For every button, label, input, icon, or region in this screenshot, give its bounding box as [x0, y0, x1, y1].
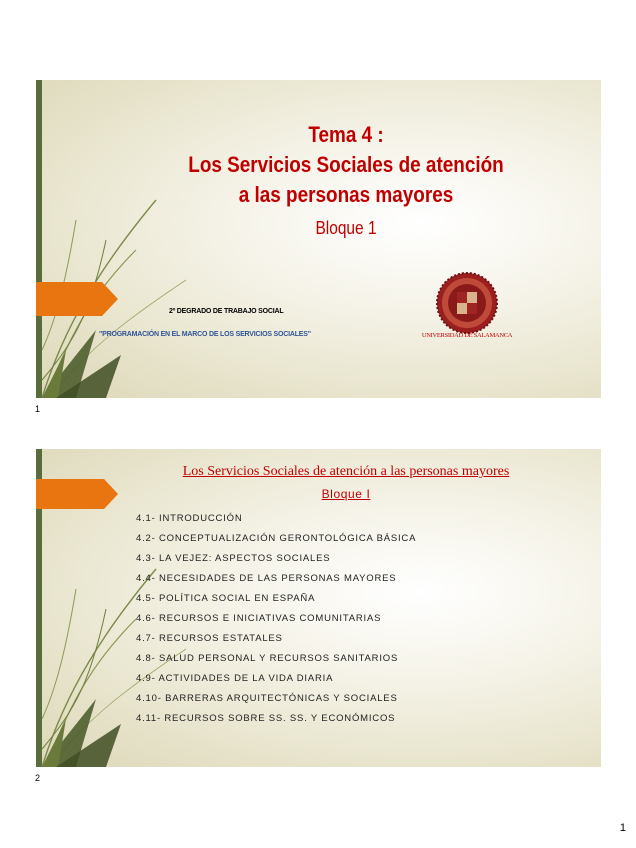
slide-1 [36, 80, 601, 398]
title-line: a las personas mayores [238, 182, 454, 207]
slide-2-block-label: Bloque I [321, 487, 371, 501]
list-item: 4.7- RECURSOS ESTATALES [136, 633, 283, 644]
slide-2-title: Los Servicios Sociales de atención a las personas mayores [182, 464, 510, 479]
list-item: 4.5- POLÍTICA SOCIAL EN ESPAÑA [136, 593, 316, 604]
list-item: 4.8- SALUD PERSONAL Y RECURSOS SANITARIOS [136, 653, 399, 664]
university-seal-icon [430, 272, 504, 334]
list-item: 4.2- CONCEPTUALIZACIÓN GERONTOLÓGICA BÁSICA [136, 533, 417, 544]
slide-number: 2 [35, 773, 41, 783]
title-line: Tema 4 : [308, 122, 384, 147]
program-label: "PROGRAMACIÓN EN EL MARCO DE LOS SERVICIOS SOCIALES" [99, 331, 311, 338]
orange-tab-shape [36, 282, 118, 316]
list-item: 4.10- BARRERAS ARQUITECTÓNICAS Y SOCIALES [136, 693, 398, 704]
list-item: 4.9- ACTIVIDADES DE LA VIDA DIARIA [136, 673, 334, 684]
slide-1-subtitle: Bloque 1 [315, 218, 377, 238]
slide-1-title [140, 120, 553, 210]
orange-tab-shape [36, 479, 118, 509]
list-item: 4.6- RECURSOS E INICIATIVAS COMUNITARIAS [136, 613, 382, 624]
table-of-contents [136, 509, 416, 729]
list-item: 4.3- LA VEJEZ: ASPECTOS SOCIALES [136, 553, 331, 564]
page-number: 1 [619, 822, 626, 834]
university-caption: UNIVERSIDAD DE SALAMANCA [421, 332, 513, 339]
list-item: 4.1- INTRODUCCIÓN [136, 513, 243, 524]
list-item: 4.11- RECURSOS SOBRE SS. SS. Y ECONÓMICOS [136, 713, 396, 724]
slide-number: 1 [35, 404, 41, 414]
list-item: 4.4- NECESIDADES DE LAS PERSONAS MAYORES [136, 573, 397, 584]
title-line: Los Servicios Sociales de atención [188, 152, 504, 177]
slide-2 [36, 449, 601, 767]
degree-label: 2º DEGRADO DE TRABAJO SOCIAL [169, 308, 284, 315]
